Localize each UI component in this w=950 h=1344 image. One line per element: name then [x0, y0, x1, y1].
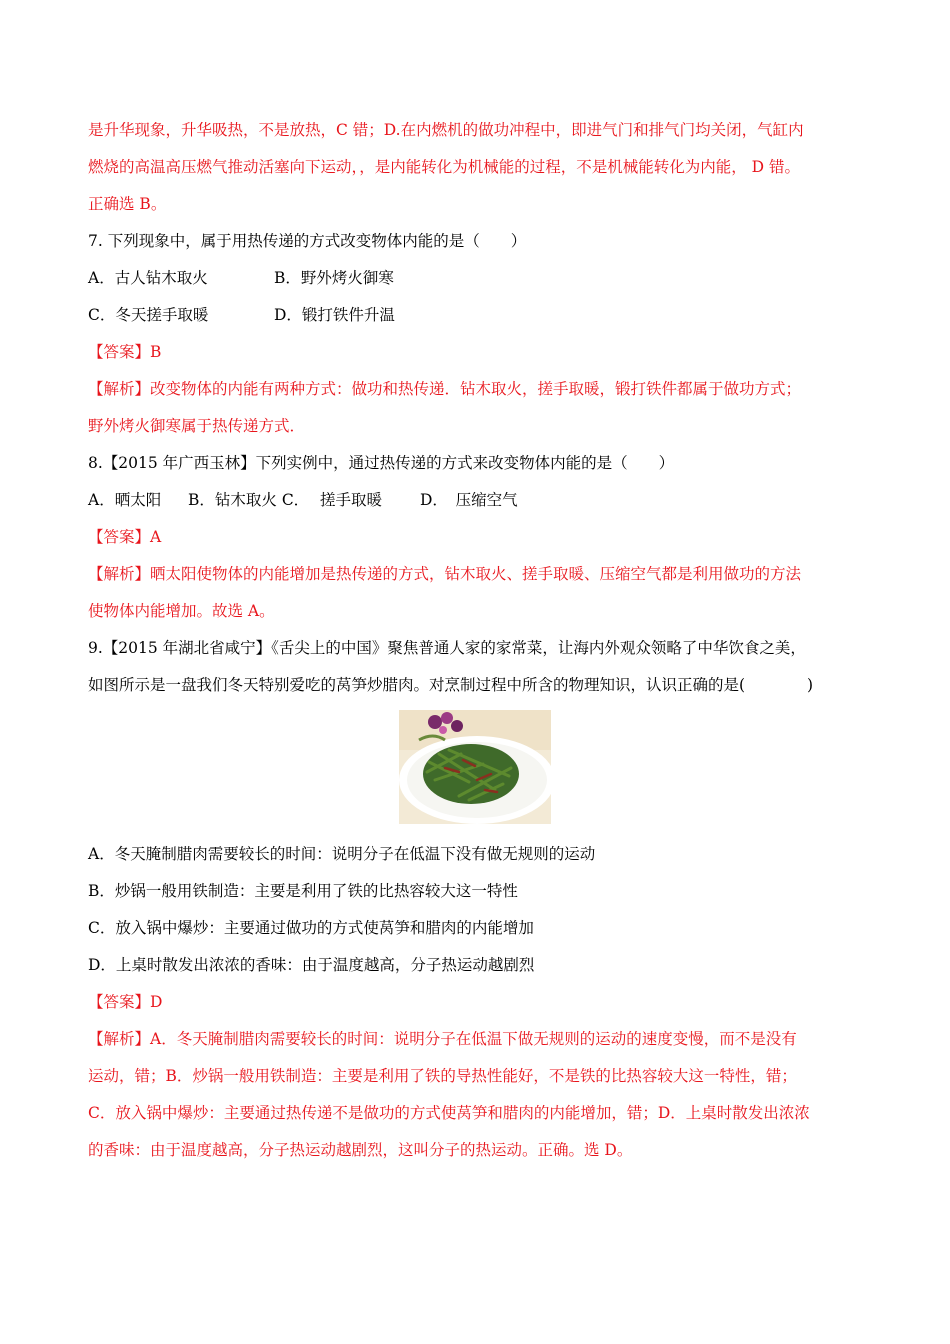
q9-explanation-line-2: 运动，错；B．炒锅一般用铁制造：主要是利用了铁的导热性能好，不是铁的比热容较大这一特性，错；	[88, 1067, 797, 1085]
q9-option-d: D．上桌时散发出浓浓的香味：由于温度越高，分子热运动越剧烈	[88, 956, 535, 974]
q7-option-b: B．野外烤火御寒	[274, 269, 394, 287]
q9-option-b: B．炒锅一般用铁制造：主要是利用了铁的比热容较大这一特性	[88, 882, 518, 900]
q8-explanation-line-1: 【解析】晒太阳使物体的内能增加是热传递的方式，钻木取火、搓手取暖、压缩空气都是利用做功的方法	[88, 565, 802, 583]
q7-stem: 7. 下列现象中，属于用热传递的方式改变物体内能的是（ ）	[88, 232, 527, 250]
stir-fried-lettuce-bacon-image	[399, 710, 551, 824]
q7-options-row-2	[88, 297, 868, 334]
prev-explanation-line-2: 燃烧的高温高压燃气推动活塞向下运动，，是内能转化为机械能的过程，不是机械能转化为内能， D 错。	[88, 158, 801, 176]
q7-option-a: A．古人钻木取火	[88, 269, 208, 287]
q9-explanation-line-1: 【解析】A．冬天腌制腊肉需要较长的时间：说明分子在低温下做无规则的运动的速度变慢，而不是没有	[88, 1030, 797, 1048]
q8-option-b: B．钻木取火 C．	[188, 491, 310, 509]
document-page	[88, 112, 868, 1169]
q8-stem: 8.【2015 年广西玉林】下列实例中，通过热传递的方式来改变物体内能的是（ ）	[88, 454, 675, 472]
q8-answer: 【答案】A	[88, 528, 162, 546]
dish-photo	[399, 710, 551, 824]
q9-explanation-line-3: C．放入锅中爆炒：主要通过热传递不是做功的方式使莴笋和腊肉的内能增加，错；D．上桌时散发出浓浓	[88, 1104, 810, 1122]
q7-explanation-line-1: 【解析】改变物体的内能有两种方式：做功和热传递．钻木取火，搓手取暖，锻打铁件都属于做功方式；	[88, 380, 802, 398]
q9-option-a: A．冬天腌制腊肉需要较长的时间：说明分子在低温下没有做无规则的运动	[88, 845, 596, 863]
q8-option-a: A．晒太阳	[88, 491, 162, 509]
q7-explanation-line-2: 野外烤火御寒属于热传递方式．	[88, 417, 306, 435]
q9-option-c: C．放入锅中爆炒：主要通过做功的方式使莴笋和腊肉的内能增加	[88, 919, 534, 937]
q9-answer: 【答案】D	[88, 993, 163, 1011]
q8-options	[88, 482, 868, 519]
q7-options-row-1	[88, 260, 868, 297]
q9-stem-line-2: 如图所示是一盘我们冬天特别爱吃的莴笋炒腊肉。对烹制过程中所含的物理知识，认识正确的是( )	[88, 676, 814, 694]
q7-option-d: D．锻打铁件升温	[274, 306, 395, 324]
q8-option-c: 搓手取暖	[320, 491, 383, 509]
q7-answer: 【答案】B	[88, 343, 162, 361]
q9-stem-line-1: 9.【2015 年湖北省咸宁】《舌尖上的中国》聚焦普通人家的家常菜，让海内外观众领略了中华饮食之美，	[88, 639, 806, 657]
prev-explanation-line-1: 是升华现象，升华吸热，不是放热，C 错；D.在内燃机的做功冲程中，即进气门和排气门均关闭，气缸内	[88, 121, 804, 139]
q9-explanation-line-4: 的香味：由于温度越高，分子热运动越剧烈，这叫分子的热运动。正确。选 D。	[88, 1141, 633, 1159]
q7-option-c: C．冬天搓手取暖	[88, 306, 209, 324]
q8-option-d: D． 压缩空气	[420, 491, 518, 509]
prev-explanation-line-3: 正确选 B。	[88, 195, 167, 213]
q8-explanation-line-2: 使物体内能增加。故选 A。	[88, 602, 275, 620]
